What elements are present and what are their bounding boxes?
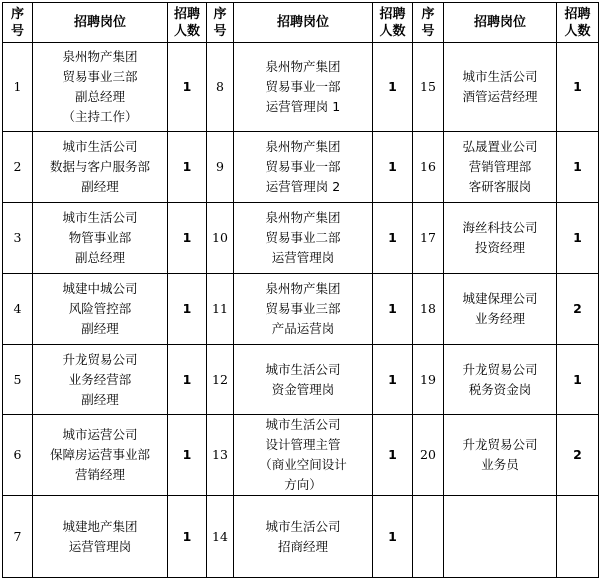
- position-line: 贸易事业三部: [265, 301, 341, 316]
- position-line: 城市生活公司: [62, 210, 138, 225]
- seq-cell: 8: [207, 43, 234, 132]
- count-cell: 1: [373, 132, 413, 203]
- count-cell: 1: [168, 274, 207, 345]
- position-line: 客研客服岗: [468, 179, 532, 194]
- position-line: 城市生活公司: [62, 139, 138, 154]
- position-line: 保障房运营事业部: [49, 447, 150, 462]
- seq-cell: 4: [3, 274, 33, 345]
- seq-cell: 1: [3, 43, 33, 132]
- position-line: （主持工作）: [62, 109, 138, 124]
- table-row: [3, 496, 599, 578]
- position-cell: [234, 345, 373, 415]
- position-line: 运营管理岗 1: [265, 99, 341, 114]
- seq-cell: 20: [413, 415, 444, 496]
- position-line: 泉州物产集团: [265, 59, 341, 74]
- position-line: 贸易事业一部: [265, 159, 341, 174]
- seq-cell: 3: [3, 203, 33, 274]
- header-count: 招聘 人数: [557, 3, 599, 43]
- position-cell: [33, 132, 168, 203]
- count-cell: 1: [557, 43, 599, 132]
- position-line: 副总经理: [74, 250, 125, 265]
- seq-cell: 11: [207, 274, 234, 345]
- position-line: 弘晟置业公司: [462, 139, 538, 154]
- count-cell: 1: [168, 345, 207, 415]
- count-cell: 1: [557, 345, 599, 415]
- position-line: 副经理: [81, 391, 119, 407]
- header-count: 招聘 人数: [373, 3, 413, 43]
- count-cell: 1: [373, 415, 413, 496]
- position-line: 运营管理岗: [271, 250, 335, 265]
- count-cell: 1: [168, 203, 207, 274]
- position-line: 税务资金岗: [468, 381, 532, 397]
- position-line: 泉州物产集团: [265, 210, 341, 225]
- position-cell: [444, 496, 557, 578]
- position-line: 城市生活公司: [265, 417, 341, 432]
- seq-cell: 9: [207, 132, 234, 203]
- position-line: 营销管理部: [468, 159, 532, 174]
- position-line: 资金管理岗: [271, 381, 335, 397]
- table-row: [3, 274, 599, 345]
- seq-cell: 18: [413, 274, 444, 345]
- position-cell: [33, 415, 168, 496]
- header-position: 招聘岗位: [234, 3, 373, 43]
- header-position: 招聘岗位: [33, 3, 168, 43]
- position-cell: [234, 43, 373, 132]
- recruitment-table: [2, 2, 599, 578]
- seq-cell: 5: [3, 345, 33, 415]
- position-line: 泉州物产集团: [265, 281, 341, 296]
- position-line: 运营管理岗 2: [265, 179, 341, 194]
- position-cell: [234, 203, 373, 274]
- count-cell: 1: [557, 203, 599, 274]
- position-cell: [444, 415, 557, 496]
- position-line: 招商经理: [277, 538, 328, 554]
- position-line: 城建中城公司: [62, 281, 138, 296]
- count-cell: 2: [557, 274, 599, 345]
- position-cell: [444, 345, 557, 415]
- position-line: 营销经理: [74, 467, 125, 482]
- count-cell: 1: [373, 203, 413, 274]
- position-line: 投资经理: [474, 240, 525, 255]
- count-cell: 1: [373, 43, 413, 132]
- seq-cell: 12: [207, 345, 234, 415]
- position-line: 城市生活公司: [265, 361, 341, 377]
- position-line: 业务经理: [474, 311, 525, 326]
- position-line: 数据与客户服务部: [49, 159, 150, 174]
- position-line: 升龙贸易公司: [62, 351, 138, 367]
- position-line: 海丝科技公司: [462, 220, 538, 235]
- position-line: 风险管控部: [68, 301, 132, 316]
- position-line: 贸易事业二部: [265, 230, 341, 245]
- count-cell: 2: [557, 415, 599, 496]
- position-line: 贸易事业一部: [265, 79, 341, 94]
- position-line: 城市生活公司: [462, 69, 538, 84]
- position-line: 运营管理岗: [68, 538, 132, 554]
- position-cell: [33, 274, 168, 345]
- seq-cell: [413, 496, 444, 578]
- count-cell: [557, 496, 599, 578]
- table-body: [3, 3, 599, 578]
- position-cell: [234, 496, 373, 578]
- seq-cell: 19: [413, 345, 444, 415]
- position-line: 酒管运营经理: [462, 89, 538, 104]
- position-line: 方向）: [284, 477, 322, 492]
- count-cell: 1: [168, 496, 207, 578]
- count-cell: 1: [373, 274, 413, 345]
- table-row: [3, 132, 599, 203]
- position-cell: [33, 43, 168, 132]
- position-line: 城市运营公司: [62, 427, 138, 442]
- position-line: 升龙贸易公司: [462, 361, 538, 377]
- position-cell: [33, 203, 168, 274]
- position-cell: [234, 415, 373, 496]
- table-row: [3, 345, 599, 415]
- position-line: 城建地产集团: [62, 518, 138, 534]
- position-line: 泉州物产集团: [62, 49, 138, 64]
- position-cell: [444, 43, 557, 132]
- header-row: [3, 3, 599, 43]
- position-line: 设计管理主管: [265, 437, 341, 452]
- position-cell: [444, 132, 557, 203]
- position-line: 副经理: [81, 321, 119, 336]
- position-line: 副总经理: [74, 89, 125, 104]
- seq-cell: 7: [3, 496, 33, 578]
- position-line: 副经理: [81, 179, 119, 194]
- header-count: 招聘 人数: [168, 3, 207, 43]
- position-line: 物管事业部: [68, 230, 132, 245]
- seq-cell: 15: [413, 43, 444, 132]
- count-cell: 1: [557, 132, 599, 203]
- table-row: [3, 203, 599, 274]
- position-line: （商业空间设计: [259, 457, 347, 472]
- position-line: 产品运营岗: [271, 321, 335, 336]
- table-row: [3, 43, 599, 132]
- position-line: 泉州物产集团: [265, 139, 341, 154]
- position-cell: [234, 274, 373, 345]
- seq-cell: 14: [207, 496, 234, 578]
- count-cell: 1: [373, 345, 413, 415]
- count-cell: 1: [168, 415, 207, 496]
- count-cell: 1: [168, 43, 207, 132]
- position-line: 贸易事业三部: [62, 69, 138, 84]
- count-cell: 1: [168, 132, 207, 203]
- seq-cell: 16: [413, 132, 444, 203]
- seq-cell: 13: [207, 415, 234, 496]
- seq-cell: 6: [3, 415, 33, 496]
- table-row: [3, 415, 599, 496]
- position-cell: [444, 274, 557, 345]
- position-line: 业务经营部: [68, 371, 132, 387]
- seq-cell: 2: [3, 132, 33, 203]
- position-line: 升龙贸易公司: [462, 437, 538, 452]
- position-line: 城建保理公司: [462, 291, 538, 306]
- count-cell: 1: [373, 496, 413, 578]
- header-position: 招聘岗位: [444, 3, 557, 43]
- recruitment-table-container: [2, 2, 599, 578]
- header-seq: 序 号: [413, 3, 444, 43]
- position-cell: [444, 203, 557, 274]
- header-seq: 序 号: [207, 3, 234, 43]
- seq-cell: 10: [207, 203, 234, 274]
- position-line: 业务员: [481, 457, 519, 472]
- seq-cell: 17: [413, 203, 444, 274]
- position-cell: [33, 496, 168, 578]
- position-cell: [234, 132, 373, 203]
- position-cell: [33, 345, 168, 415]
- header-seq: 序 号: [3, 3, 33, 43]
- position-line: 城市生活公司: [265, 518, 341, 534]
